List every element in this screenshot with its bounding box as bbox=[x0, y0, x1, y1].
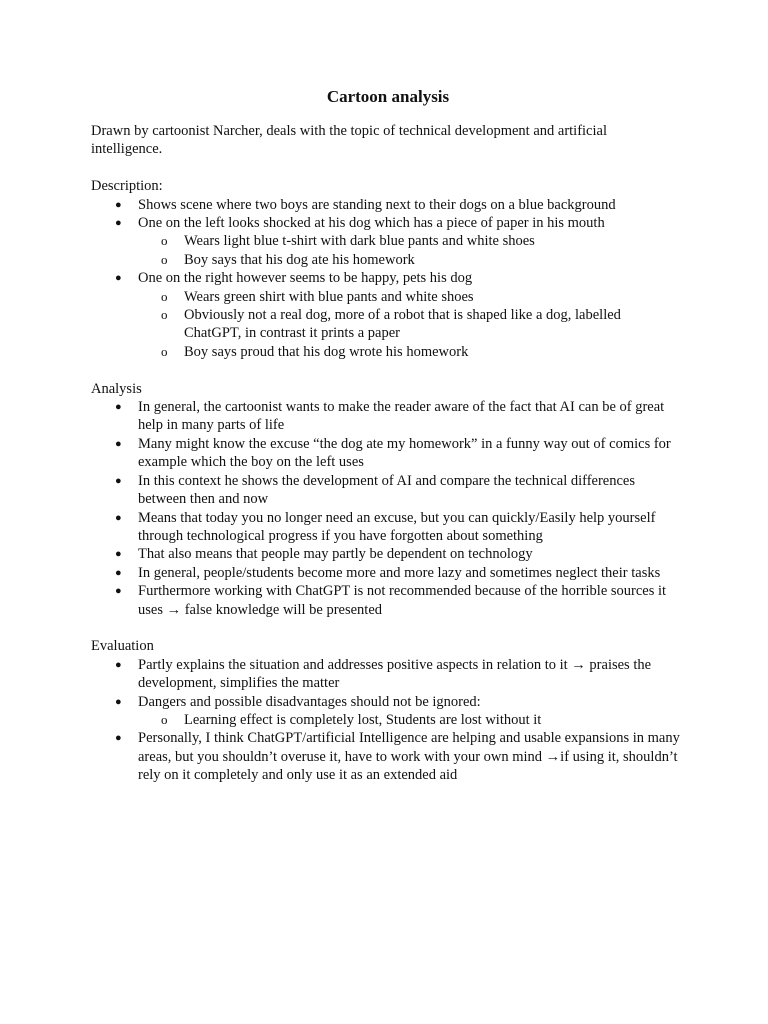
circle-bullet-icon: o bbox=[161, 711, 168, 727]
list-item bbox=[91, 729, 681, 784]
list-item bbox=[91, 693, 681, 730]
bullet-icon: ● bbox=[115, 437, 122, 450]
list-item-text: Means that today you no longer need an excuse, but you can quickly/Easily help yourself through technological progress if you have forgotten about something bbox=[138, 509, 656, 544]
circle-bullet-icon: o bbox=[161, 251, 168, 267]
list-item-text: In this context he shows the development of AI and compare the technical differences between then and now bbox=[138, 472, 635, 508]
list-item-text: That also means that people may partly be dependent on technology bbox=[138, 546, 533, 563]
list-item-text: Shows scene where two boys are standing next to their dogs on a blue background bbox=[138, 196, 616, 213]
bullet-icon: ● bbox=[115, 548, 122, 561]
list-item bbox=[91, 269, 681, 361]
bullet-icon: ● bbox=[115, 272, 122, 285]
circle-bullet-icon: o bbox=[161, 307, 168, 323]
sub-list-item bbox=[91, 711, 681, 729]
bullet-icon: ● bbox=[115, 198, 122, 211]
list-item bbox=[91, 656, 681, 693]
bullet-icon: ● bbox=[115, 585, 122, 598]
list-item bbox=[91, 509, 681, 546]
sub-list-item bbox=[91, 288, 681, 306]
intro-paragraph: Drawn by cartoonist Narcher, deals with the topic of technical development and artificial intelligence. bbox=[91, 123, 607, 158]
sub-list bbox=[138, 232, 681, 269]
bullet-icon: ● bbox=[115, 511, 122, 524]
sub-list-item-text: Wears light blue t-shirt with dark blue pants and white shoes bbox=[184, 233, 535, 250]
sub-list bbox=[138, 711, 681, 729]
list-item bbox=[91, 564, 681, 582]
sub-list-item bbox=[91, 232, 681, 250]
analysis-list bbox=[91, 398, 681, 619]
circle-bullet-icon: o bbox=[161, 288, 168, 304]
sub-list-item-text: Learning effect is completely lost, Students are lost without it bbox=[184, 711, 542, 728]
list-item-text: In general, the cartoonist wants to make the reader aware of the fact that AI can be of great help in many parts of life bbox=[138, 399, 665, 434]
spacer bbox=[91, 619, 681, 637]
sub-list-item bbox=[91, 251, 681, 269]
list-item-text: Many might know the excuse “the dog ate my homework” in a funny way out of comics for example which the boy on the left uses bbox=[138, 435, 671, 471]
list-item bbox=[91, 196, 681, 214]
document-title: Cartoon analysis bbox=[326, 87, 450, 106]
circle-bullet-icon: o bbox=[161, 233, 168, 249]
bullet-icon: ● bbox=[115, 401, 122, 414]
sub-list-item-text: Wears green shirt with blue pants and white shoes bbox=[184, 288, 474, 305]
list-item bbox=[91, 472, 681, 509]
list-item-text: One on the left looks shocked at his dog which has a piece of paper in his mouth bbox=[138, 215, 605, 232]
bullet-icon: ● bbox=[115, 695, 122, 708]
list-item bbox=[91, 214, 681, 269]
list-item bbox=[91, 582, 681, 619]
spacer bbox=[91, 159, 681, 177]
sub-list-item bbox=[91, 343, 681, 361]
list-item bbox=[91, 545, 681, 563]
list-item-text: Dangers and possible disadvantages should not be ignored: bbox=[138, 693, 481, 710]
list-item-text: Personally, I think ChatGPT/artificial Intelligence are helping and usable expansions in many areas, but you shouldn’t overuse it, have to work with your own mind →if using it, shouldn’t rely on it completely and only use it as an extended aid bbox=[138, 730, 680, 784]
spacer bbox=[91, 361, 681, 379]
evaluation-list bbox=[91, 656, 681, 785]
list-item-text: Partly explains the situation and addresses positive aspects in relation to it → praises the development, simplifies the matter bbox=[138, 656, 652, 692]
document-body bbox=[91, 86, 681, 785]
analysis-heading: Analysis bbox=[91, 380, 142, 397]
bullet-icon: ● bbox=[115, 732, 122, 745]
bullet-icon: ● bbox=[115, 658, 122, 671]
sub-list-item-text: Boy says that his dog ate his homework bbox=[184, 251, 415, 268]
sub-list bbox=[138, 288, 681, 362]
description-list bbox=[91, 196, 681, 362]
bullet-icon: ● bbox=[115, 566, 122, 579]
list-item bbox=[91, 435, 681, 472]
evaluation-heading: Evaluation bbox=[91, 638, 154, 655]
description-heading: Description: bbox=[91, 178, 163, 195]
bullet-icon: ● bbox=[115, 217, 122, 230]
list-item bbox=[91, 398, 681, 435]
sub-list-item bbox=[91, 306, 681, 343]
list-item-text: One on the right however seems to be happy, pets his dog bbox=[138, 270, 473, 287]
list-item-text: In general, people/students become more and more lazy and sometimes neglect their tasks bbox=[138, 564, 661, 581]
sub-list-item-text: Obviously not a real dog, more of a robot that is shaped like a dog, labelled ChatGPT, in contrast it prints a paper bbox=[184, 307, 621, 342]
circle-bullet-icon: o bbox=[161, 343, 168, 359]
list-item-text: Furthermore working with ChatGPT is not recommended because of the horrible sources it uses → false knowledge will be presented bbox=[138, 583, 667, 618]
sub-list-item-text: Boy says proud that his dog wrote his homework bbox=[184, 343, 469, 360]
bullet-icon: ● bbox=[115, 474, 122, 487]
